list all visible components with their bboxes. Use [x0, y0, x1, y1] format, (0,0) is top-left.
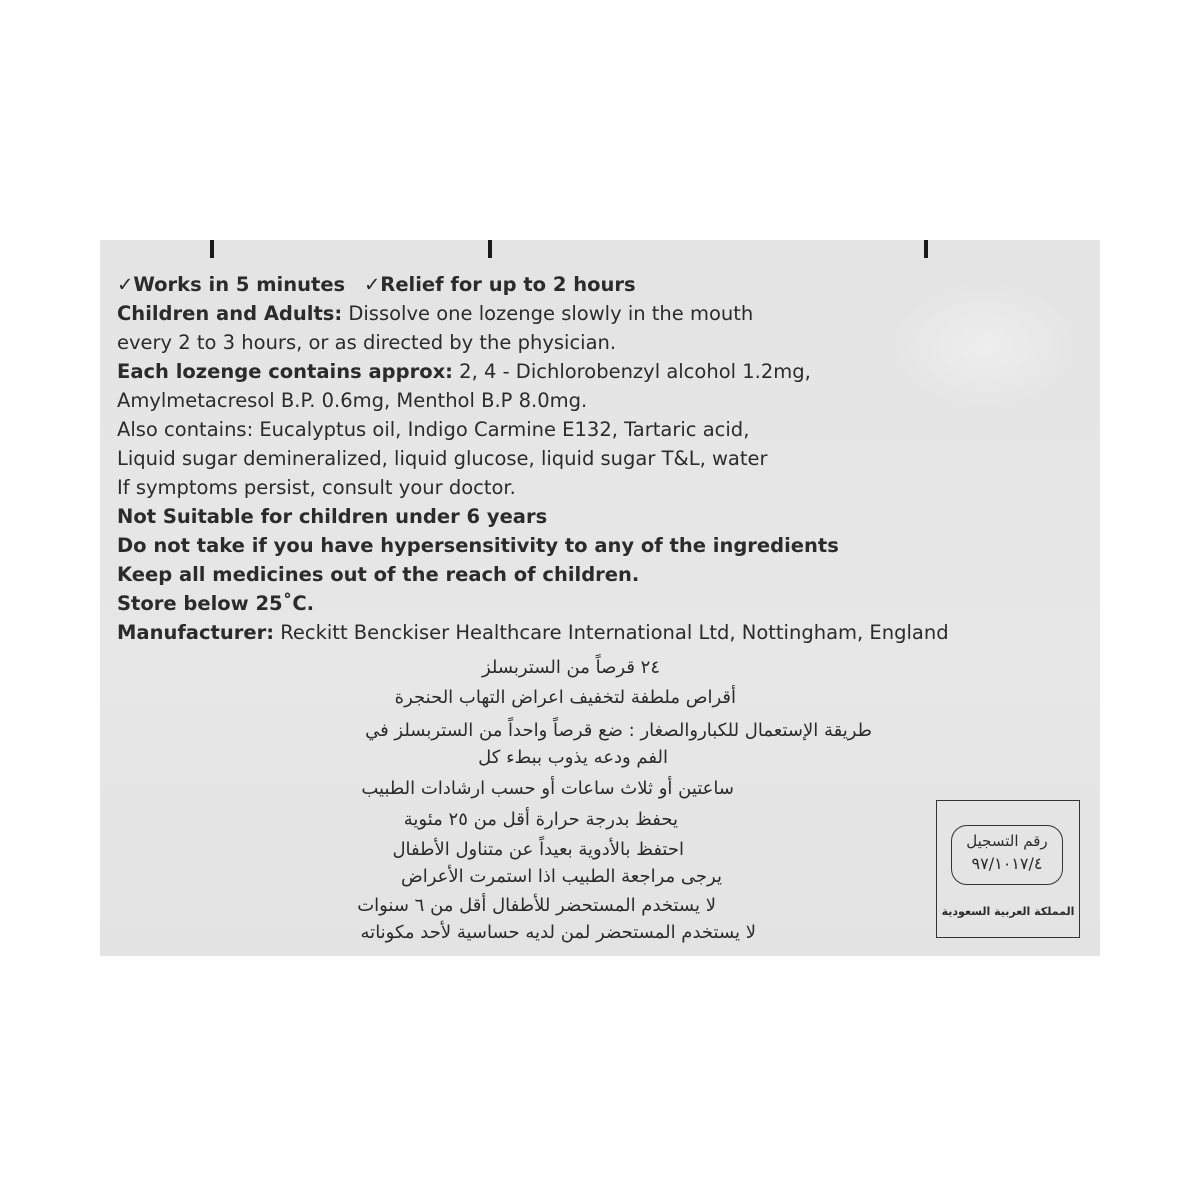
manufacturer-label: Manufacturer: — [117, 621, 274, 644]
arabic-line-keep-away: احتفظ بالأدوية بعيداً عن متناول الأطفال — [392, 839, 684, 860]
arabic-line-count: ٢٤ قرصاً من الستربسلز — [481, 657, 660, 678]
arabic-line-age-warning: لا يستخدم المستحضر للأطفال أقل من ٦ سنوات — [357, 895, 716, 916]
english-text-block — [117, 270, 1077, 647]
persist-line: If symptoms persist, consult your doctor. — [117, 476, 516, 499]
dosage-line-1 — [117, 299, 1077, 328]
also-contains-line-2: Liquid sugar demineralized, liquid glucose, liquid sugar T&L, water — [117, 447, 768, 470]
benefit-works-fast: ✓Works in 5 minutes — [117, 273, 346, 296]
package-panel — [100, 240, 1100, 956]
also-contains-line-1: Also contains: Eucalyptus oil, Indigo Carmine E132, Tartaric acid, — [117, 418, 750, 441]
storage-line: Store below 25˚C. — [117, 592, 315, 615]
arabic-line-hypersensitivity: لا يستخدم المستحضر لمن لديه حساسية لأحد مكوناته — [360, 922, 756, 943]
benefits-line — [117, 270, 1077, 299]
warning-children-reach: Keep all medicines out of the reach of children. — [117, 563, 640, 586]
arabic-line-consult: يرجى مراجعة الطبيب اذا استمرت الأعراض — [400, 866, 722, 887]
warning-hypersensitivity: Do not take if you have hypersensitivity to any of the ingredients — [117, 534, 839, 557]
fold-mark-center — [488, 240, 492, 258]
contents-line-1 — [117, 357, 1077, 386]
registration-box — [936, 800, 1080, 938]
arabic-line-description: أقراص ملطفة لتخفيف اعراض التهاب الحنجرة — [394, 687, 736, 708]
manufacturer-line — [117, 618, 1077, 647]
dosage-text-1: Dissolve one lozenge slowly in the mouth — [342, 302, 754, 325]
benefit-relief-duration: ✓Relief for up to 2 hours — [363, 273, 636, 296]
arabic-line-usage: طريقة الإستعمال للكباروالصغار : ضع قرصاً واحداً من الستربسلز في — [365, 720, 872, 741]
fold-mark-left — [210, 240, 214, 258]
manufacturer-text: Reckitt Benckiser Healthcare International Ltd, Nottingham, England — [274, 621, 949, 644]
warning-age: Not Suitable for children under 6 years — [117, 505, 548, 528]
registration-inner-frame — [951, 825, 1063, 885]
registration-country: المملكة العربية السعودية — [941, 905, 1075, 918]
arabic-line-frequency: ساعتين أو ثلاث ساعات أو حسب ارشادات الطبيب — [361, 778, 734, 799]
contents-text-1: 2, 4 - Dichlorobenzyl alcohol 1.2mg, — [452, 360, 811, 383]
registration-title: رقم التسجيل — [966, 832, 1048, 850]
fold-mark-right — [924, 240, 928, 258]
arabic-line-dissolve: الفم ودعه يذوب ببطء كل — [478, 747, 668, 768]
contents-label: Each lozenge contains approx: — [117, 360, 453, 383]
arabic-line-storage: يحفظ بدرجة حرارة أقل من ٢٥ مئوية — [403, 809, 678, 830]
dosage-label: Children and Adults: — [117, 302, 343, 325]
dosage-line-2: every 2 to 3 hours, or as directed by the physician. — [117, 331, 617, 354]
contents-line-2: Amylmetacresol B.P. 0.6mg, Menthol B.P 8.0mg. — [117, 389, 588, 412]
registration-number: ٩٧/١٠١٧/٤ — [971, 854, 1043, 873]
